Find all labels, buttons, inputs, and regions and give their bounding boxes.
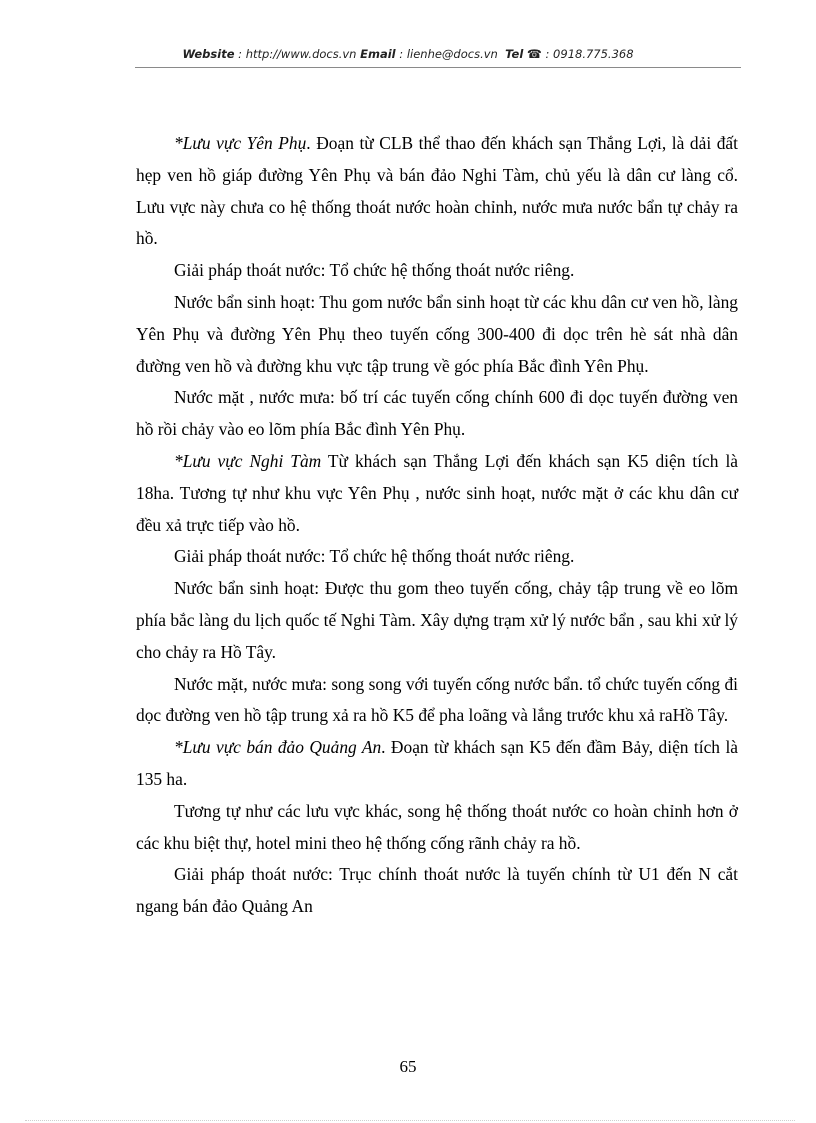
page-number: 65 <box>399 1057 417 1076</box>
tel-number: : 0918.775.368 <box>541 47 634 61</box>
paragraph-yen-phu <box>136 128 738 255</box>
footer-divider <box>25 1120 795 1121</box>
tel-label: Tel <box>505 47 524 61</box>
paragraph-rainwater: Nước mặt , nước mưa: bố trí các tuyến cống chính 600 đi dọc tuyến đường ven hồ rồi chảy vào eo lõm phía Bắc đình Yên Phụ. <box>136 387 738 440</box>
paragraph-comparison: Tương tự như các lưu vực khác, song hệ thống thoát nước co hoàn chỉnh hơn ở các khu biệt thự, hotel mini theo hệ thống cống rãnh chảy ra hồ. <box>136 800 738 853</box>
website-separator: : <box>234 47 246 61</box>
paragraph-text: . Đoạn từ khách sạn K5 đến đầm Bảy, diện tích là 135 ha. <box>136 737 738 789</box>
email-address[interactable]: lienhe@docs.vn <box>406 47 498 61</box>
paragraph-solution: Giải pháp thoát nước: Tổ chức hệ thống thoát nước riêng. <box>174 546 575 567</box>
phone-icon: ☎ <box>526 47 542 61</box>
paragraph-text: . Đoạn từ CLB thể thao đến khách sạn Thắng Lợi, là dải đất hẹp ven hồ giáp đường Yên Phụ và bán đảo Nghi Tàm, chủ yếu là dân cư làng cổ. Lưu vực này chưa co hệ thống thoát nước hoàn chỉnh, nước mưa nước bẩn tự chảy ra hồ. <box>136 133 738 249</box>
paragraph-solution: Giải pháp thoát nước: Trục chính thoát nước là tuyến chính từ U1 đến N cắt ngang bán đảo Quảng An <box>136 864 738 917</box>
paragraph-rainwater: Nước mặt, nước mưa: song song với tuyến cống nước bẩn. tổ chức tuyến cống đi dọc đường ven hồ tập trung xả ra hồ K5 để pha loãng và lắng trước khu xả raHồ Tây. <box>136 673 738 726</box>
header-divider <box>135 67 741 68</box>
paragraph-quang-an <box>136 732 738 796</box>
website-label: Website <box>182 47 235 61</box>
section-title-yen-phu: *Lưu vực Yên Phụ <box>174 133 307 153</box>
email-separator: : <box>395 47 407 61</box>
email-label: Email <box>360 47 396 61</box>
paragraph-text: Từ khách sạn Thắng Lợi đến khách sạn K5 diện tích là 18ha. Tương tự như khu vực Yên Phụ , nước sinh hoạt, nước mặt ở các khu dân cư đều xả trực tiếp vào hồ. <box>136 450 739 535</box>
paragraph-solution: Giải pháp thoát nước: Tổ chức hệ thống thoát nước riêng. <box>174 260 575 281</box>
paragraph-wastewater: Nước bẩn sinh hoạt: Thu gom nước bẩn sinh hoạt từ các khu dân cư ven hồ, làng Yên Phụ và đường Yên Phụ theo tuyến cống 300-400 đi dọc trên hè sát nhà dân đường ven hồ và đường khu vực tập trung về góc phía Bắc đình Yên Phụ. <box>136 291 738 376</box>
document-body <box>136 128 738 923</box>
website-url[interactable]: http://www.docs.vn <box>245 47 357 61</box>
paragraph-nghi-tam <box>136 446 738 541</box>
section-title-nghi-tam: *Lưu vực Nghi Tàm <box>174 450 322 471</box>
section-title-quang-an: *Lưu vực bán đảo Quảng An <box>174 737 382 758</box>
paragraph-wastewater: Nước bẩn sinh hoạt: Được thu gom theo tuyến cống, chảy tập trung về eo lõm phía bắc làng du lịch quốc tế Nghi Tàm. Xây dựng trạm xử lý nước bẩn , sau khi xử lý cho chảy ra Hồ Tây. <box>136 578 738 662</box>
page-header <box>0 47 816 61</box>
